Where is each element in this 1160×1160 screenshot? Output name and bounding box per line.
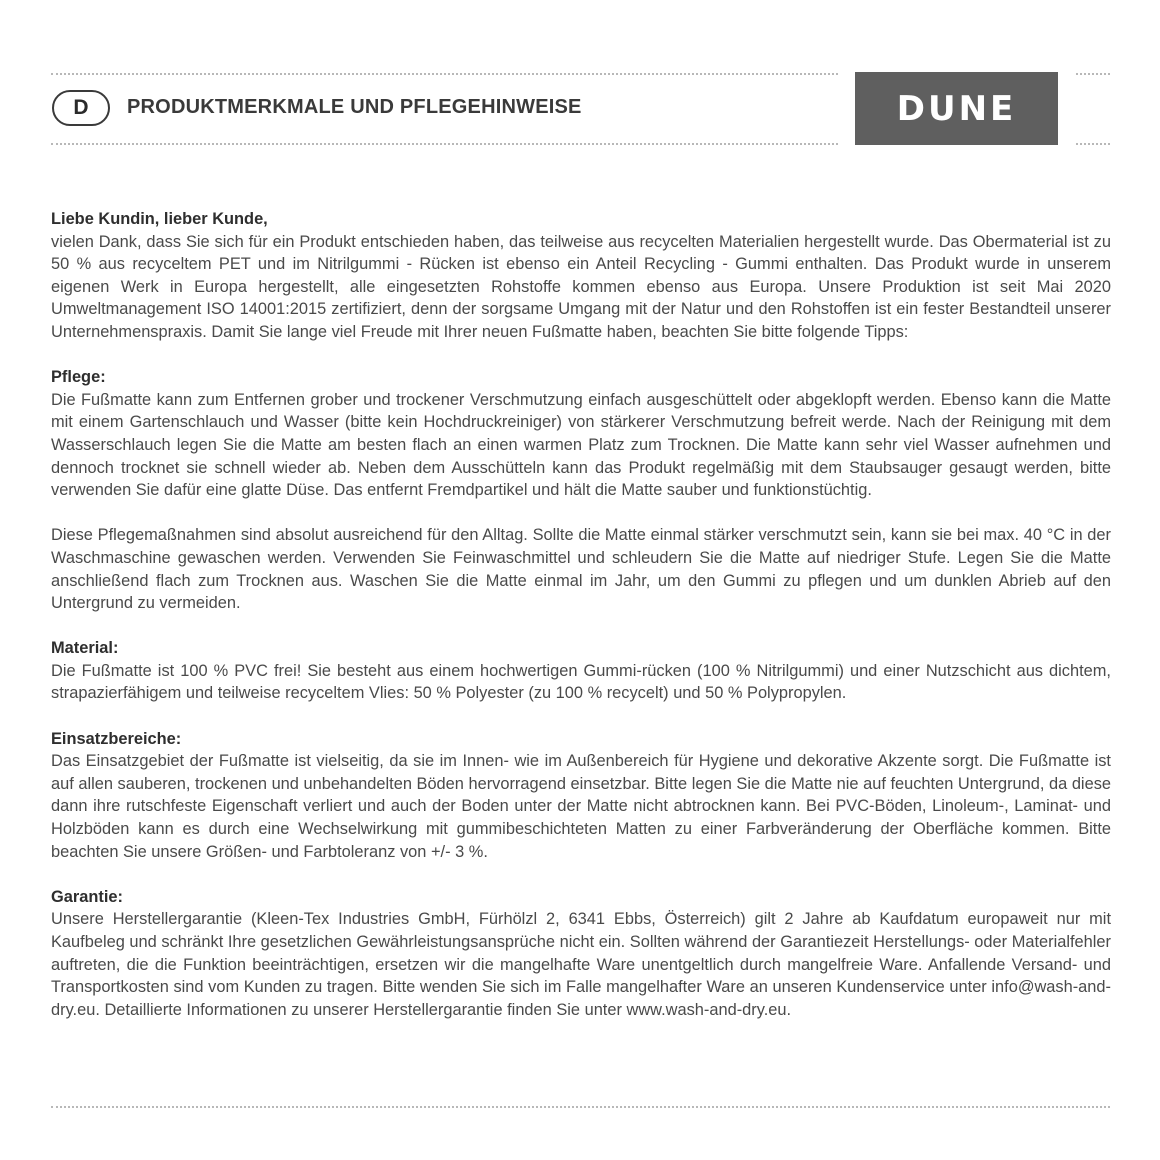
- header-top-rule: [51, 73, 838, 75]
- header-bottom-rule: [51, 143, 838, 145]
- pflege-paragraph-1: Die Fußmatte kann zum Entfernen grober und trockener Verschmutzung einfach ausgeschüttelt oder abgeklopft werden. Ebenso kann die Matte mit einem Gartenschlauch und Wasser (bitte kein Hochdruckreiniger) von stärkerer Verschmutzung befreit werde. Nach der Reinigung mit dem Wasserschlauch legen Sie die Matte am besten flach an einen warmen Platz zum Trocknen. Die Matte kann sehr viel Wasser aufnehmen und dennoch trocknet sie schnell wieder ab. Neben dem Ausschütteln kann das Produkt regelmäßig mit dem Staubsauger gesaugt werden, bitte verwenden Sie dafür eine glatte Düse. Das entfernt Fremdpartikel und hält die Matte sauber und funktionstüchtig.: [51, 390, 1111, 500]
- header-top-rule-right: [1076, 73, 1110, 75]
- brand-logo: [855, 72, 1058, 145]
- section-heading-garantie: Garantie:: [51, 887, 123, 906]
- header-bottom-rule-right: [1076, 143, 1110, 145]
- section-heading-einsatzbereiche: Einsatzbereiche:: [51, 729, 182, 748]
- brand-logo-text: DUNE: [896, 88, 1017, 129]
- einsatz-paragraph: Das Einsatzgebiet der Fußmatte ist vielseitig, da sie im Innen- wie im Außenbereich für Hygiene und dekorative Akzente sorgt. Die Fußmatte ist auf allen sauberen, trockenen und unbehandelten Böden hervorragend einsetzbar. Bitte legen Sie die Matte nie auf feuchten Untergrund, da diese dann ihre rutschfeste Eigenschaft verliert und auch der Boden unter der Matte nicht abtrocknen kann. Bei PVC-Böden, Linoleum-, Laminat- und Holzböden kann es durch eine Wechselwirkung mit gummibeschichteten Matten zu einer Farbveränderung der Oberfläche kommen. Bitte beachten Sie unsere Größen- und Farbtoleranz von +/- 3 %.: [51, 752, 1111, 861]
- intro-paragraph: vielen Dank, dass Sie sich für ein Produkt entschieden haben, das teilweise aus recycelten Materialien hergestellt wurde. Das Obermaterial ist zu 50 % aus recyceltem PET und im Nitrilgummi - Rücken ist ebenso ein Anteil Recycling - Gummi enthalten. Das Produkt wurde in unserem eigenen Werk in Europa hergestellt, alle eingesetzten Rohstoffe kommen ebenso aus Europa. Unsere Produktion ist seit Mai 2020 Umweltmanagement ISO 14001:2015 zertifiziert, denn der sorgsame Umgang mit der Natur und den Rohstoffen ist ein fester Bestandteil unserer Unternehmenspraxis. Damit Sie lange viel Freude mit Ihrer neuen Fußmatte haben, beachten Sie bitte folgende Tipps:: [51, 232, 1111, 341]
- section-heading-material: Material:: [51, 639, 119, 658]
- footer-rule: [51, 1106, 1110, 1108]
- garantie-paragraph: Unsere Herstellergarantie (Kleen-Tex Industries GmbH, Fürhölzl 2, 6341 Ebbs, Österreich) gilt 2 Jahre ab Kaufdatum europaweit nur mit Kaufbeleg und schränkt Ihre gesetzlichen Gewährleistungsansprüche nicht ein. Sollten während der Garantiezeit Herstellungs- oder Materialfehler auftreten, die die Funktion beeinträchtigen, ersetzen wir die mangelhafte Ware unentgeltlich durch mangelfreie Ware. Anfallende Versand- und Transportkosten sind vom Kunden zu tragen. Bitte wenden Sie sich im Falle mangelhafter Ware an unseren Kundenservice unter info@wash-and-dry.eu. Detaillierte Informationen zu unserer Herstellergarantie finden Sie unter www.wash-and-dry.eu.: [51, 910, 1111, 1019]
- document-body: [51, 208, 1111, 1021]
- greeting: Liebe Kundin, lieber Kunde,: [51, 210, 268, 228]
- section-heading-pflege: Pflege:: [51, 368, 106, 387]
- page-title: PRODUKTMERKMALE UND PFLEGEHINWEISE: [127, 96, 582, 118]
- language-badge-label: D: [73, 96, 89, 119]
- material-paragraph: Die Fußmatte ist 100 % PVC frei! Sie besteht aus einem hochwertigen Gummi-rücken (100 % Nitrilgummi) und einer Nutzschicht aus dichtem, strapazierfähigem und teilweise recyceltem Vlies: 50 % Polyester (zu 100 % recycelt) und 50 % Polypropylen.: [51, 661, 1111, 703]
- pflege-paragraph-2: Diese Pflegemaßnahmen sind absolut ausreichend für den Alltag. Sollte die Matte einmal stärker verschmutzt sein, kann sie bei max. 40 °C in der Waschmaschine gewaschen werden. Verwenden Sie Feinwaschmittel und schleudern Sie die Matte auf niedriger Stufe. Legen Sie die Matte anschließend flach zum Trocknen aus. Waschen Sie die Matte einmal im Jahr, um den Gummi zu pflegen und um dunklen Abrieb auf den Untergrund zu vermeiden.: [51, 526, 1111, 613]
- language-badge: [52, 90, 110, 126]
